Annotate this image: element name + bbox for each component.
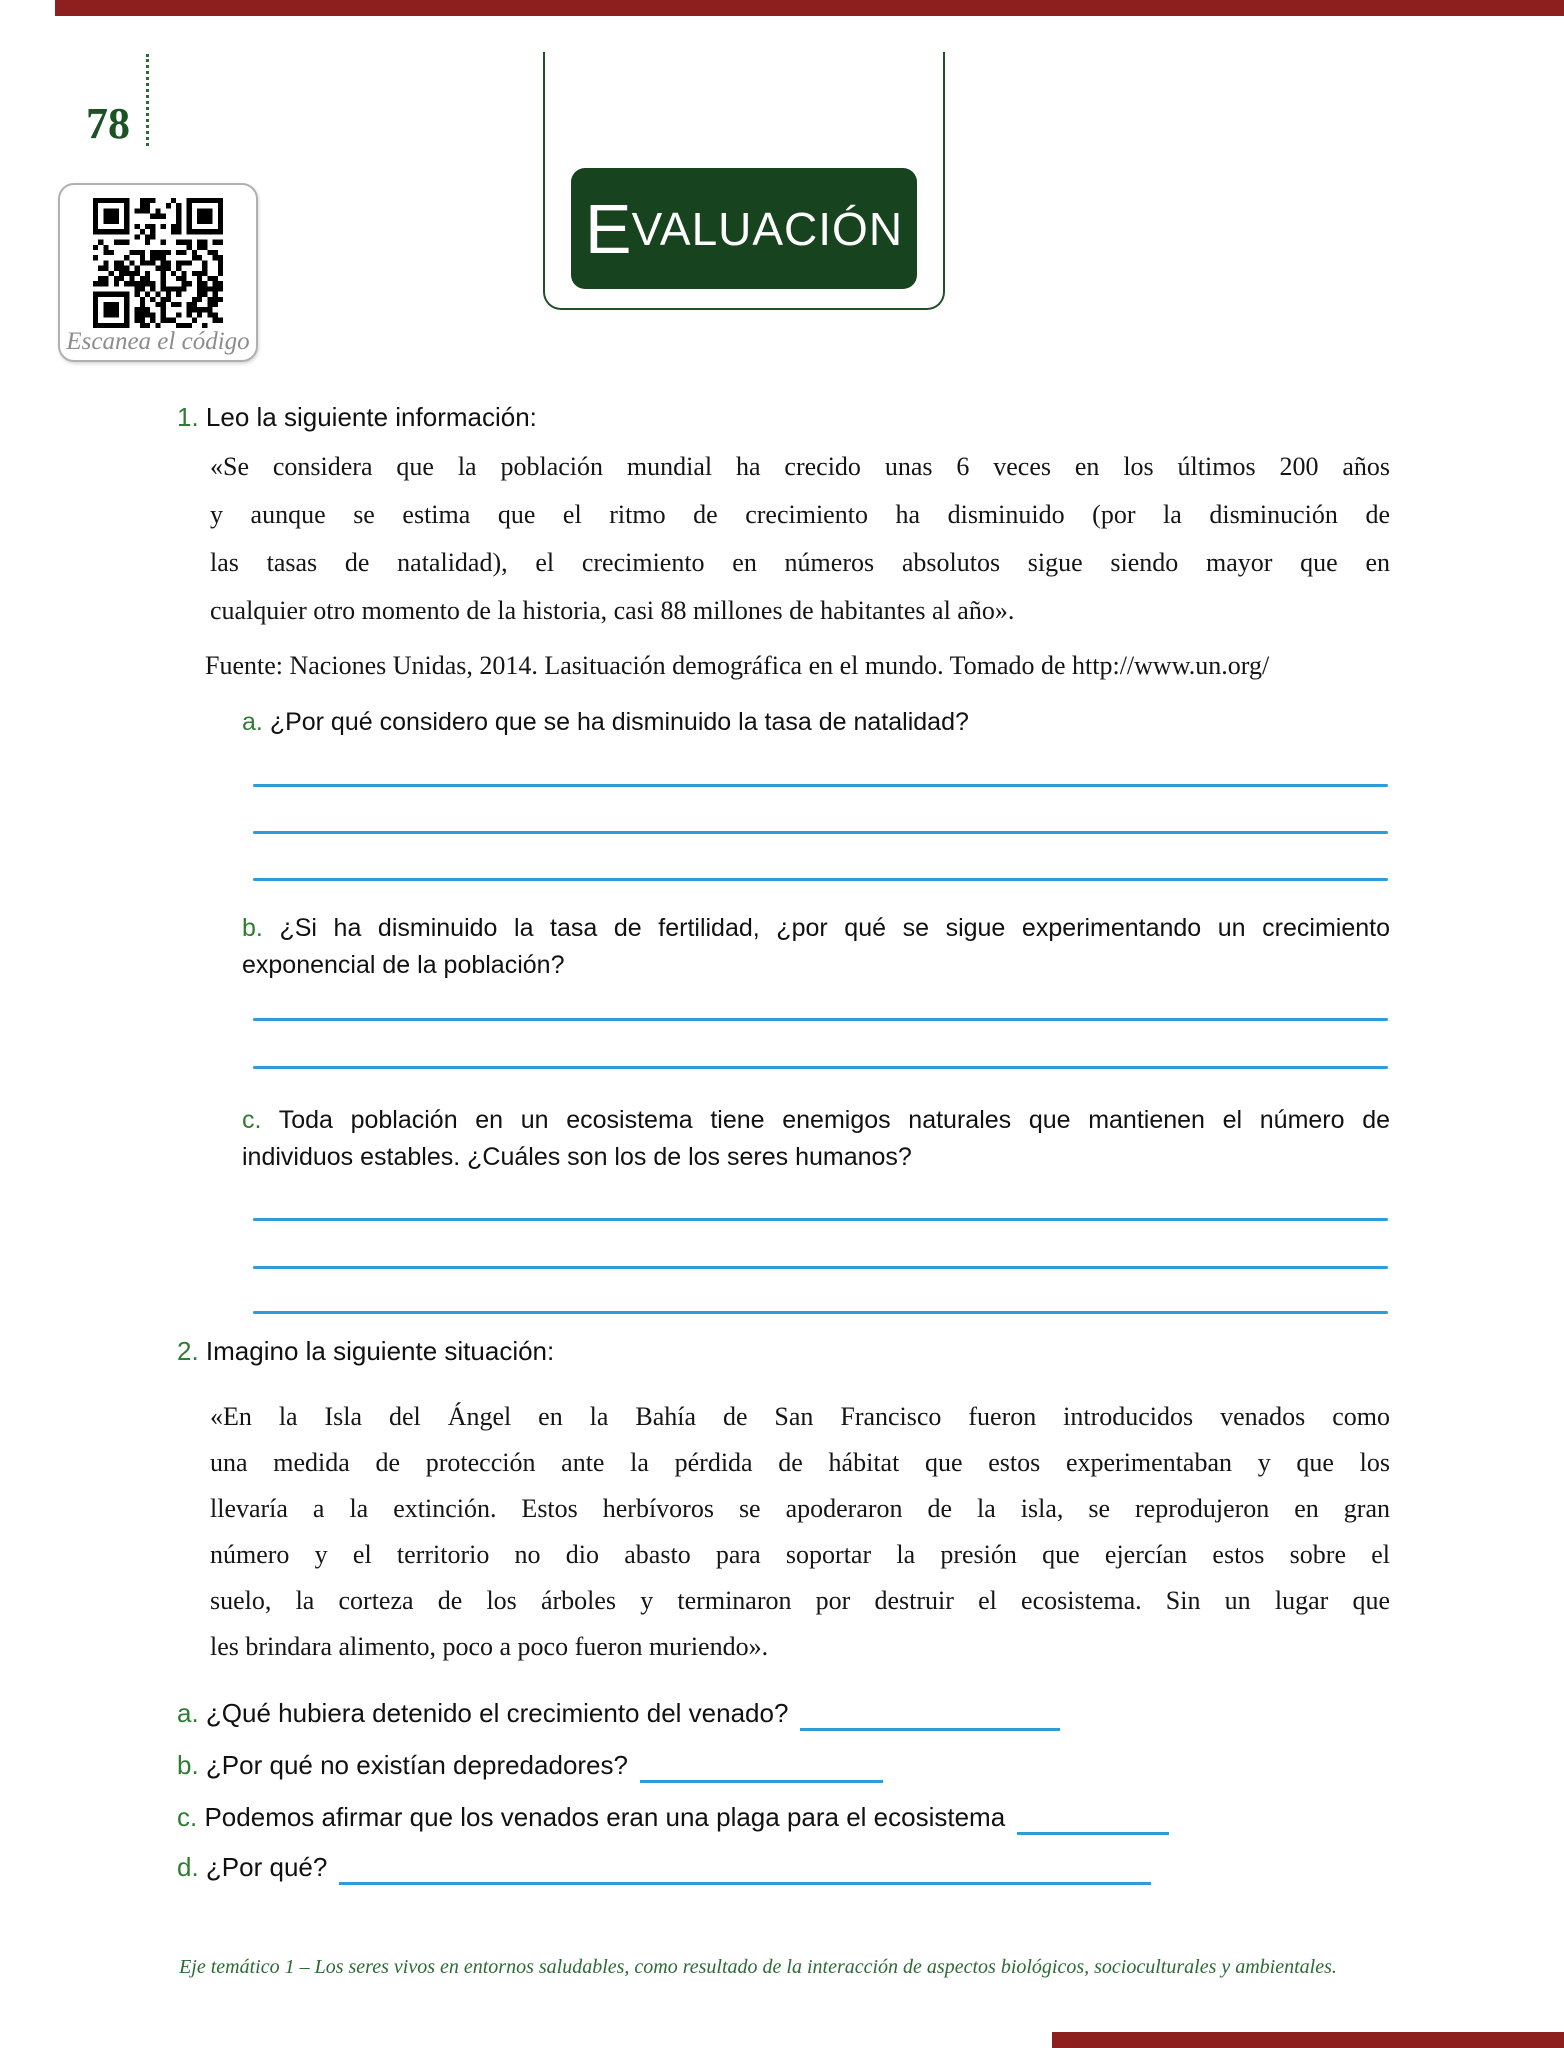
answer-blank (339, 1852, 1151, 1885)
source-line: Fuente: Naciones Unidas, 2014. Lasituación demográfica en el mundo. Tomado de http://www.un.org/ (205, 651, 1270, 680)
quote-line: suelo, la corteza de los árboles y terminaron por destruir el ecosistema. Sin un lugar que (210, 1586, 1390, 1615)
item-1c-text-2: individuos estables. ¿Cuáles son los de los seres humanos? (242, 1143, 912, 1171)
answer-line (253, 1066, 1388, 1069)
item-2d (177, 1851, 1151, 1885)
qr-caption: Escanea el código (66, 328, 250, 355)
answer-line (253, 878, 1388, 881)
item-2a-text: ¿Qué hubiera detenido el crecimiento del venado? (205, 1698, 789, 1728)
qr-panel (58, 183, 258, 362)
answer-line (253, 1018, 1388, 1021)
item-1b-text-2: exponencial de la población? (242, 951, 565, 979)
evaluation-title: VALUACIÓN (631, 202, 904, 255)
answer-line (253, 831, 1388, 834)
item-2b (177, 1749, 883, 1783)
quote-line: las tasas de natalidad), el crecimiento en números absolutos sigue siendo mayor que en (210, 548, 1390, 577)
answer-blank (1017, 1802, 1169, 1835)
item-2b-marker: b. (177, 1750, 199, 1780)
quote-1 (210, 443, 1390, 635)
answer-line (253, 1311, 1388, 1314)
answer-line (253, 784, 1388, 787)
quote-line: llevaría a la extinción. Estos herbívoros se apoderaron de la isla, se reprodujeron en gran (210, 1494, 1390, 1523)
quote-line: una medida de protección ante la pérdida de hábitat que estos experimentaban y que los (210, 1448, 1390, 1477)
quote-line: y aunque se estima que el ritmo de crecimiento ha disminuido (por la disminución de (210, 500, 1390, 529)
answer-line (253, 1218, 1388, 1221)
quote-line: «Se considera que la población mundial ha crecido unas 6 veces en los últimos 200 años (210, 452, 1390, 481)
quote-2 (210, 1394, 1390, 1670)
evaluation-badge (571, 168, 917, 289)
item-2a-marker: a. (177, 1698, 199, 1728)
item-1b-marker: b. (242, 914, 263, 942)
page-number: 78 (86, 99, 130, 148)
item-1a-text: ¿Por qué considero que se ha disminuido la tasa de natalidad? (269, 708, 969, 736)
item-1c-text: Toda población en un ecosistema tiene enemigos naturales que mantienen el número de (278, 1106, 1391, 1134)
evaluation-title-initial: E (584, 189, 632, 268)
item-2c (177, 1801, 1169, 1835)
question-2-marker: 2. (177, 1336, 199, 1366)
footer-theme-line: Eje temático 1 – Los seres vivos en entornos saludables, como resultado de la interacción de aspectos biológicos, socioculturales y ambientales. (179, 1956, 1337, 1978)
question-1-title: Leo la siguiente información: (205, 402, 537, 432)
question-1-heading (177, 399, 537, 435)
item-2d-marker: d. (177, 1852, 199, 1882)
page-edge-bar-bottom (1052, 2032, 1564, 2048)
item-2b-text: ¿Por qué no existían depredadores? (205, 1750, 628, 1780)
quote-line: número y el territorio no dio abasto para soportar la presión que ejercían estos sobre el (210, 1540, 1390, 1569)
qr-code-icon (93, 198, 223, 328)
item-1c (242, 1102, 1390, 1176)
question-2-title: Imagino la siguiente situación: (205, 1336, 555, 1366)
answer-blank (800, 1698, 1060, 1731)
page-edge-bar-top (55, 0, 1564, 16)
item-2a (177, 1697, 1060, 1731)
item-1a (242, 704, 1390, 741)
item-2c-marker: c. (177, 1802, 198, 1832)
item-2d-text: ¿Por qué? (205, 1852, 328, 1882)
item-1b-text: ¿Si ha disminuido la tasa de fertilidad, ¿por qué se sigue experimentando un crecimiento (279, 914, 1390, 942)
quote-line: les brindara alimento, poco a poco fueron muriendo». (210, 1632, 769, 1661)
answer-line (253, 1266, 1388, 1269)
quote-line: cualquier otro momento de la historia, casi 88 millones de habitantes al año». (210, 596, 1015, 625)
item-1b (242, 910, 1390, 984)
item-2c-text: Podemos afirmar que los venados eran una plaga para el ecosistema (204, 1802, 1006, 1832)
question-1-marker: 1. (177, 402, 199, 432)
question-2-heading (177, 1333, 554, 1369)
quote-line: «En la Isla del Ángel en la Bahía de San Francisco fueron introducidos venados como (210, 1402, 1390, 1431)
item-1c-marker: c. (242, 1106, 262, 1134)
item-1a-marker: a. (242, 708, 263, 736)
answer-blank (640, 1750, 883, 1783)
page-number-divider (146, 54, 149, 146)
